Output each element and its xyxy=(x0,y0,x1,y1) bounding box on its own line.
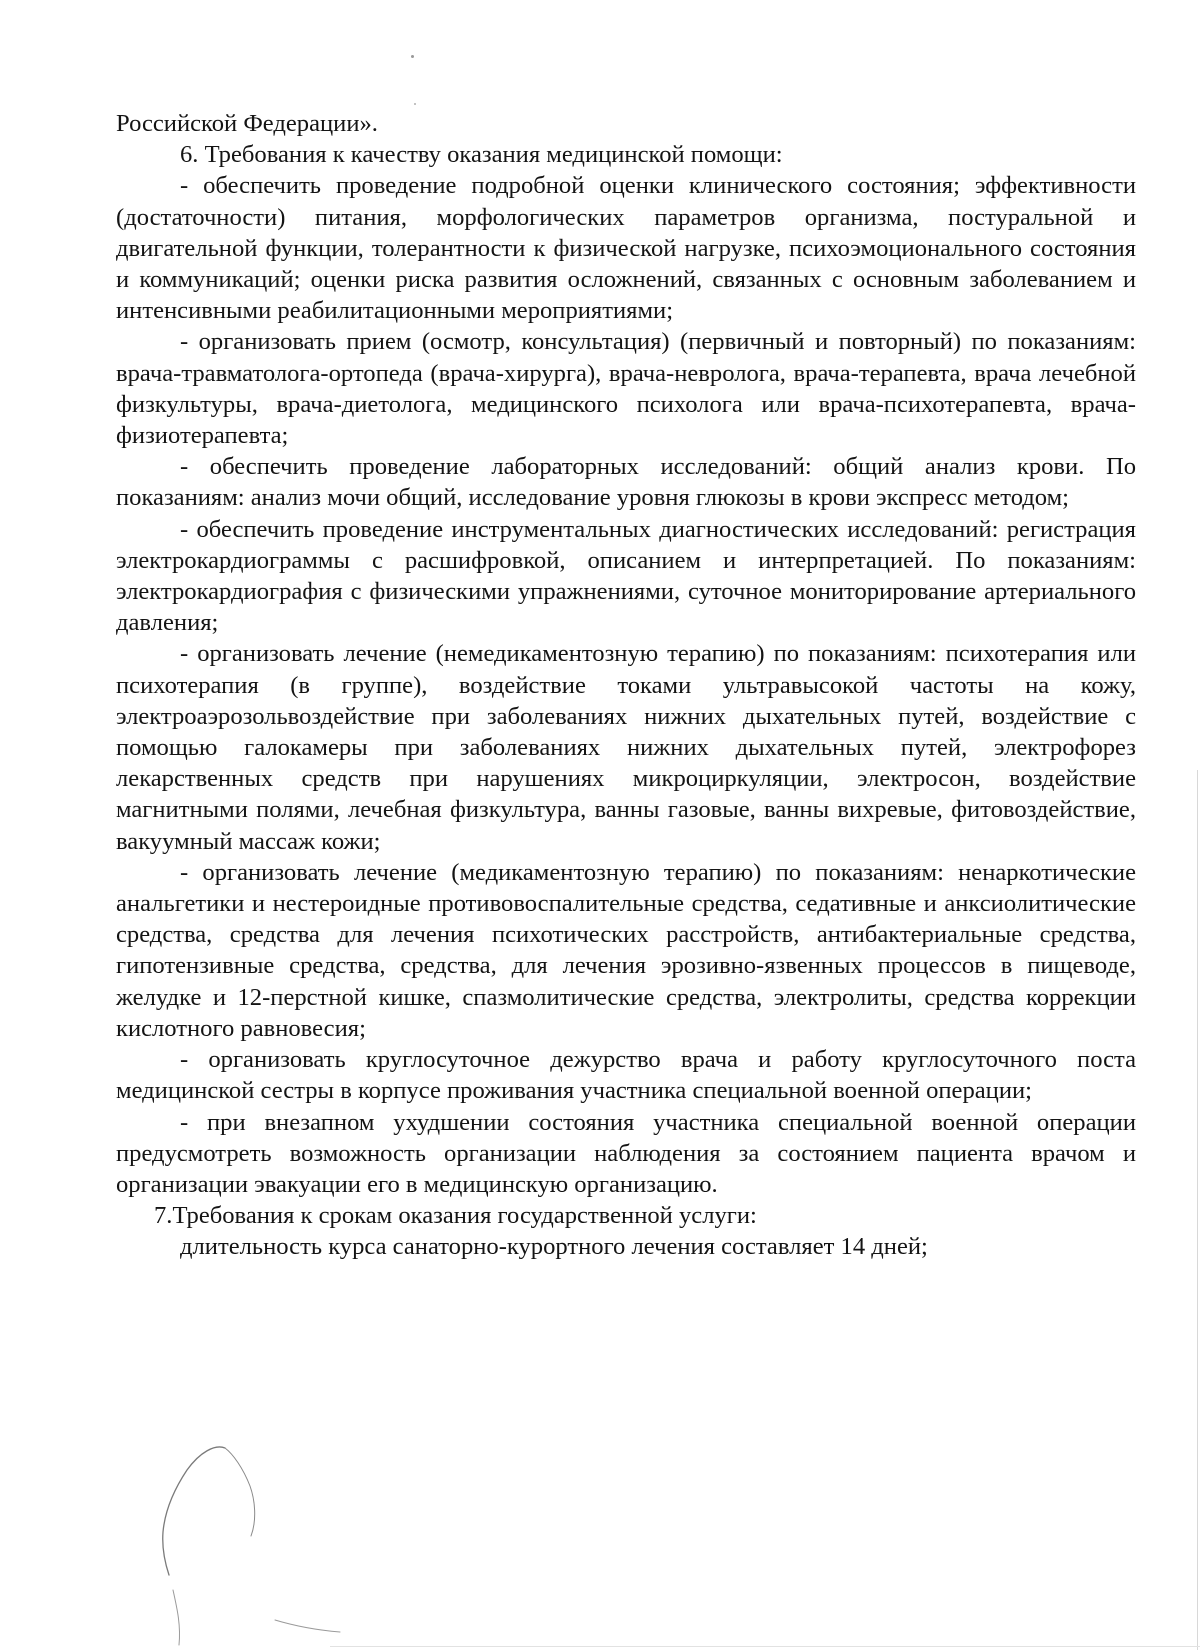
section-heading-time-requirements: 7.Требования к срокам оказания государственной услуги: xyxy=(154,1202,757,1230)
paragraph-round-the-clock-duty: - организовать круглосуточное дежурство врача и работу круглосуточного поста медицинской сестры в корпусе проживания участника специальной военной операции; xyxy=(116,1046,1136,1105)
paragraph-course-duration: длительность курса санаторно-курортного лечения составляет 14 дней; xyxy=(180,1233,928,1261)
paragraph-laboratory-tests: - обеспечить проведение лабораторных исследований: общий анализ крови. По показаниям: анализ мочи общий, исследование уровня глюкозы в крови экспресс методом; xyxy=(116,453,1136,512)
signature-stroke xyxy=(173,1590,180,1645)
scan-speck xyxy=(414,103,416,105)
paragraph-emergency-evacuation: - при внезапном ухудшении состояния участника специальной военной операции предусмотреть возможность организации наблюдения за состоянием пациента врачом и организации эвакуации его в медицинскую организацию. xyxy=(116,1108,1136,1198)
signature-stroke xyxy=(275,1620,340,1632)
paragraph-clinical-assessment: - обеспечить проведение подробной оценки клинического состояния; эффективности (достаточности) питания, морфологических параметров организма, постуральной и двигательной функции, толерантности к физической нагрузке, психоэмоционального состояния и коммуникаций; оценки риска развития осложнений, связанных с основным заболеванием и интенсивными реабилитационными мероприятиями; xyxy=(116,172,1136,325)
scan-speck xyxy=(411,55,414,58)
paragraph-specialist-consultations: - организовать прием (осмотр, консультация) (первичный и повторный) по показаниям: врача-травматолога-ортопеда (врача-хирурга), врача-невролога, врача-терапевта, врача лечебной физкультуры, врача-диетолога, медицинского психолога или врача-психотерапевта, врача-физиотерапевта; xyxy=(116,328,1136,450)
paragraph-drug-therapy: - организовать лечение (медикаментозную терапию) по показаниям: ненаркотические анальгетики и нестероидные противовоспалительные средства, седативные и анксиолитические средства, средства для лечения психотических расстройств, антибактериальные средства, гипотензивные средства, средства, для лечения эрозивно-язвенных процессов в пищеводе, желудке и 12-перстной кишке, спазмолитические средства, электролиты, средства коррекции кислотного равновесия; xyxy=(116,858,1136,1042)
document-body xyxy=(116,108,1136,1263)
signature-stroke xyxy=(163,1447,225,1575)
paragraph-instrumental-diagnostics: - обеспечить проведение инструментальных диагностических исследований: регистрация электрокардиограммы с расшифровкой, описанием и интерпретацией. По показаниям: электрокардиография с физическими упражнениями, суточное мониторирование артериального давления; xyxy=(116,515,1136,637)
scan-edge-line xyxy=(330,1646,1200,1647)
signature-stroke xyxy=(225,1448,255,1536)
section-heading-quality-requirements: 6. Требования к качеству оказания медицинской помощи: xyxy=(180,141,783,169)
scan-edge-line xyxy=(1197,770,1198,1650)
paragraph-continuation: Российской Федерации». xyxy=(116,110,378,137)
handwritten-signature xyxy=(155,1440,355,1650)
paragraph-non-drug-therapy: - организовать лечение (немедикаментозную терапию) по показаниям: психотерапия или психотерапия (в группе), воздействие токами ультравысокой частоты на кожу, электроаэрозольвоздействие при заболеваниях нижних дыхательных путей, воздействие с помощью галокамеры при заболеваниях нижних дыхательных путей, электрофорез лекарственных средств при нарушениях микроциркуляции, электросон, воздействие магнитными полями, лечебная физкультура, ванны газовые, ванны вихревые, фитовоздействие, вакуумный массаж кожи; xyxy=(116,640,1136,855)
